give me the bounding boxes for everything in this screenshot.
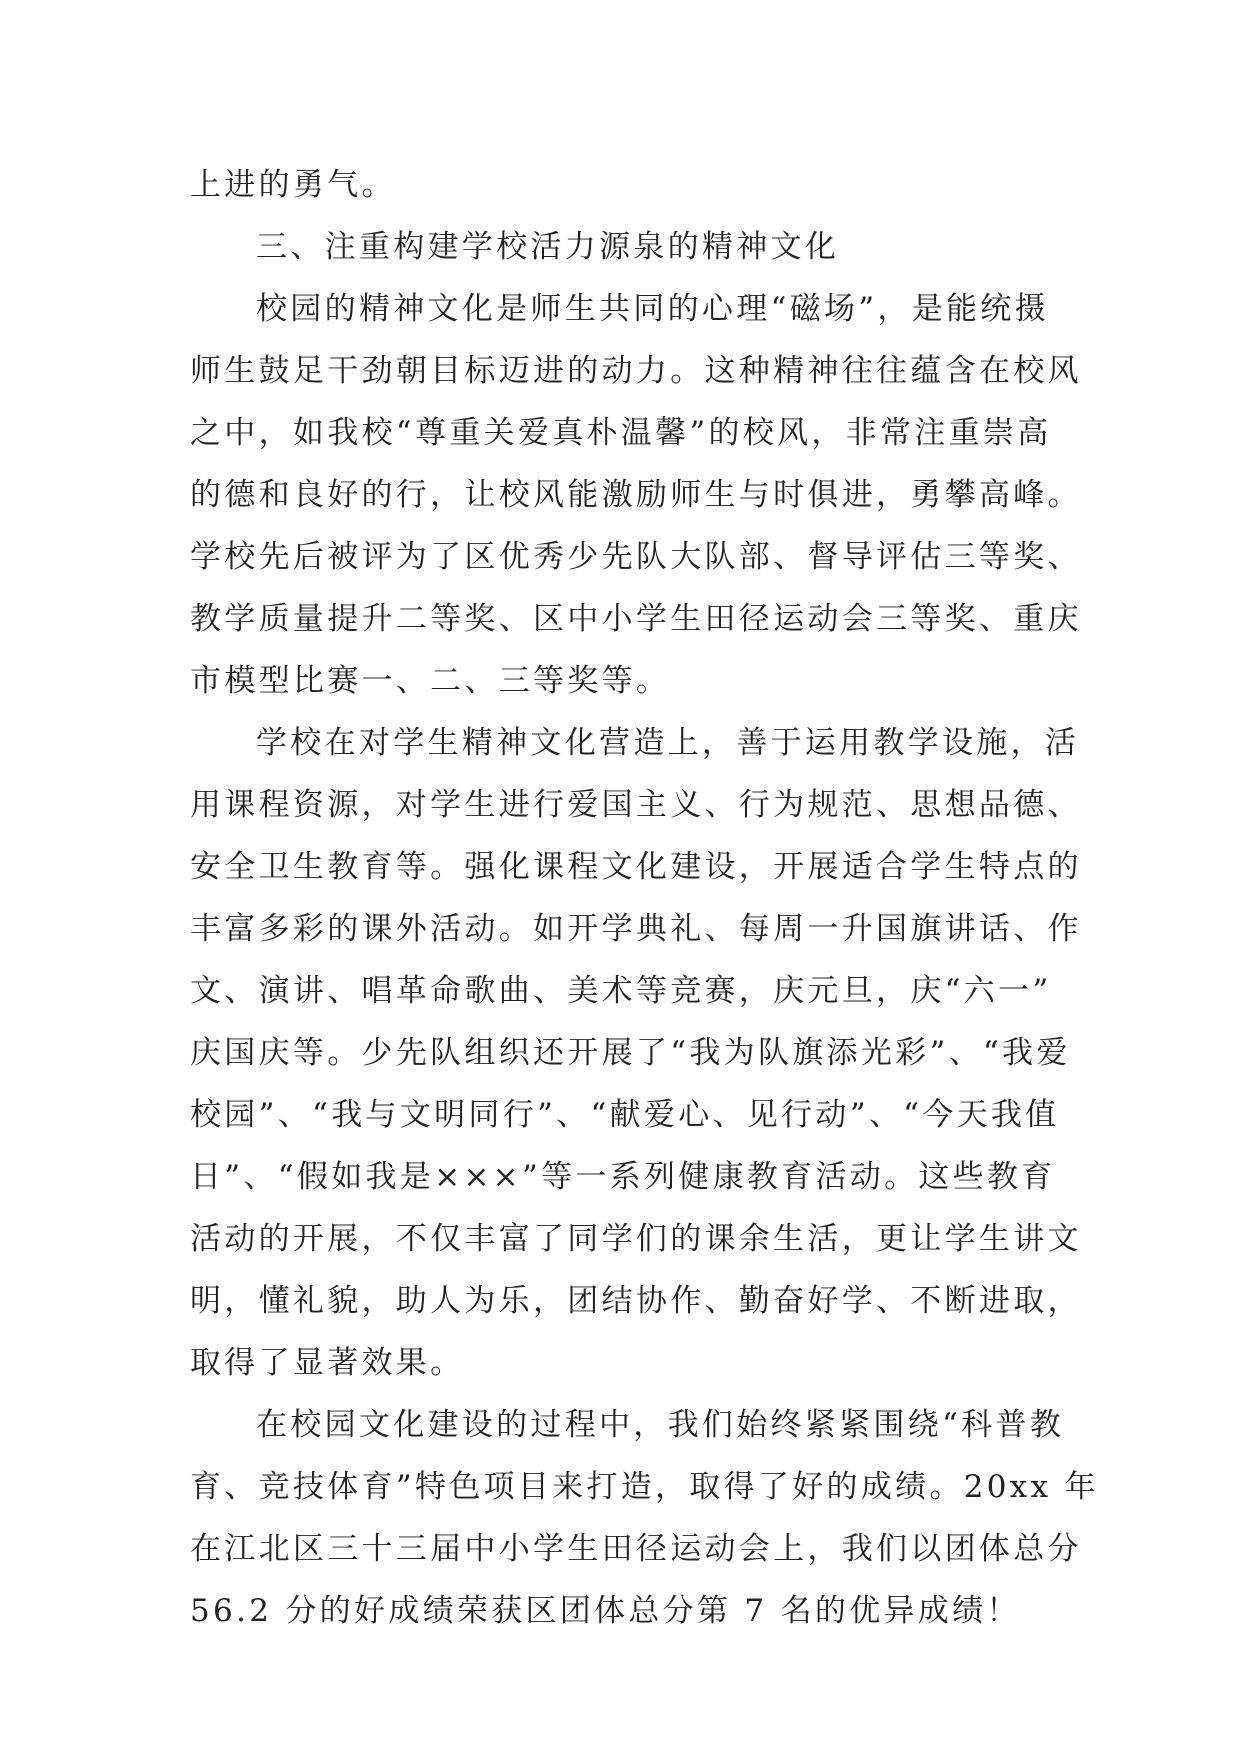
text-line: 文、演讲、唱革命歌曲、美术等竞赛，庆元旦，庆“六一”	[190, 973, 1052, 1009]
text-line: 育、竞技体育”特色项目来打造，取得了好的成绩。20xx 年	[190, 1469, 1099, 1505]
text-line: 校园”、“我与文明同行”、“献爱心、见行动”、“今天我值	[190, 1097, 1060, 1133]
text-line: 的德和良好的行，让校风能激励师生与时俱进，勇攀高峰。	[190, 477, 1082, 513]
text-line: 市模型比赛一、二、三等奖等。	[190, 663, 671, 699]
text-line: 学校先后被评为了区优秀少先队大队部、督导评估三等奖、	[190, 539, 1082, 575]
text-line: 活动的开展，不仅丰富了同学们的课余生活，更让学生讲文	[190, 1221, 1082, 1257]
document-body	[190, 154, 1099, 1642]
text-line: 用课程资源，对学生进行爱国主义、行为规范、思想品德、	[190, 787, 1082, 823]
text-line: 上进的勇气。	[190, 167, 396, 203]
text-line: 校园的精神文化是师生共同的心理“磁场”，是能统摄	[256, 291, 1049, 327]
text-line: 师生鼓足干劲朝目标迈进的动力。这种精神往往蕴含在校风	[190, 353, 1082, 389]
text-line: 56.2 分的好成绩荣获区团体总分第 7 名的优异成绩！	[190, 1593, 1021, 1629]
text-line: 学校在对学生精神文化营造上，善于运用教学设施，活	[256, 725, 1080, 761]
text-line: 三、注重构建学校活力源泉的精神文化	[256, 229, 840, 265]
text-line: 在江北区三十三届中小学生田径运动会上，我们以团体总分	[190, 1531, 1082, 1567]
text-line: 明，懂礼貌，助人为乐，团结协作、勤奋好学、不断进取，	[190, 1283, 1082, 1319]
text-line: 庆国庆等。少先队组织还开展了“我为队旗添光彩”、“我爱	[190, 1035, 1071, 1071]
text-line: 之中，如我校“尊重关爱真朴温馨”的校风，非常注重崇高	[190, 415, 1052, 451]
text-line: 教学质量提升二等奖、区中小学生田径运动会三等奖、重庆	[190, 601, 1082, 637]
text-line: 取得了显著效果。	[190, 1345, 465, 1381]
text-line: 丰富多彩的课外活动。如开学典礼、每周一升国旗讲话、作	[190, 911, 1082, 947]
text-line: 安全卫生教育等。强化课程文化建设，开展适合学生特点的	[190, 849, 1082, 885]
text-line: 日”、“假如我是×××”等一系列健康教育活动。这些教育	[190, 1159, 1056, 1195]
text-line: 在校园文化建设的过程中，我们始终紧紧围绕“科普教	[256, 1407, 1065, 1443]
